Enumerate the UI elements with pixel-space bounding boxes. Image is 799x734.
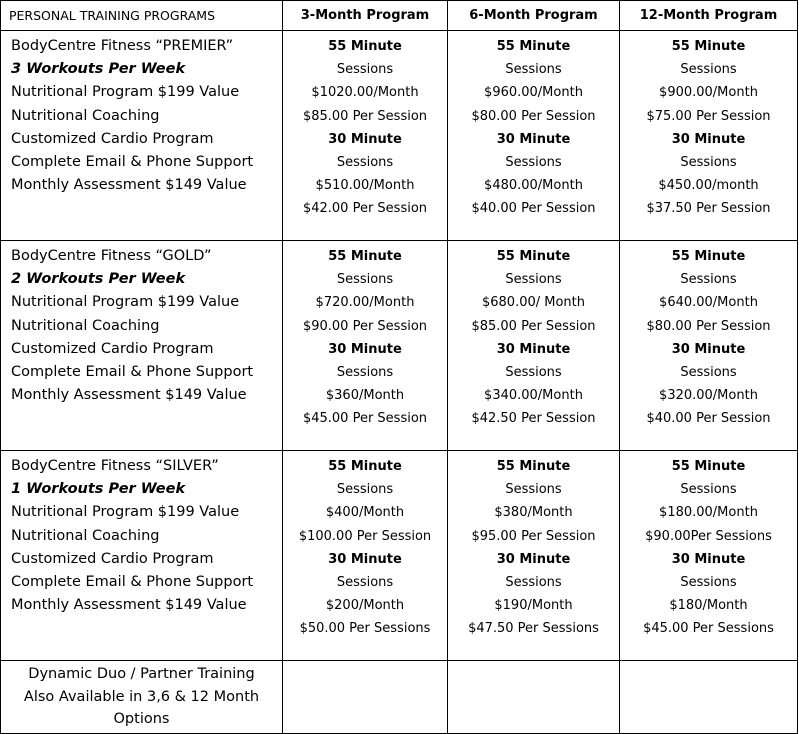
plan-feature: Complete Email & Phone Support [11, 364, 254, 381]
per-session-price: $80.00 Per Session [471, 108, 596, 124]
session-label: Sessions [505, 365, 562, 381]
session-length: 30 Minute [671, 341, 746, 357]
empty-cell [283, 661, 448, 734]
monthly-price: $360/Month [325, 388, 405, 404]
monthly-price: $960.00/Month [484, 85, 583, 101]
table-title: PERSONAL TRAINING PROGRAMS [1, 1, 283, 31]
session-label: Sessions [336, 155, 394, 171]
session-length: 30 Minute [328, 551, 402, 567]
monthly-price: $340.00/Month [484, 388, 583, 404]
plan-feature: Complete Email & Phone Support [11, 154, 254, 171]
note-line: Dynamic Duo / Partner Training [28, 666, 255, 682]
per-session-price: $95.00 Per Session [471, 528, 596, 544]
session-label: Sessions [505, 62, 562, 78]
per-session-price: $42.50 Per Session [471, 411, 596, 427]
plan-feature: Monthly Assessment $149 Value [11, 597, 247, 614]
session-label: Sessions [505, 155, 562, 171]
session-label: Sessions [336, 62, 394, 78]
price-cell-12-month [620, 451, 798, 661]
session-label: Sessions [505, 482, 562, 498]
per-session-price: $75.00 Per Session [646, 108, 771, 124]
session-label: Sessions [336, 575, 394, 591]
per-session-price: $37.50 Per Session [646, 201, 771, 217]
program-header-6-month: 6-Month Program [448, 1, 620, 31]
monthly-price: $320.00/Month [659, 388, 758, 404]
plan-feature: Complete Email & Phone Support [11, 574, 254, 591]
session-length: 30 Minute [671, 131, 746, 147]
session-label: Sessions [680, 272, 737, 288]
price-cell-6-month [448, 31, 620, 241]
price-cell-12-month [620, 241, 798, 451]
per-session-price: $50.00 Per Sessions [299, 621, 431, 637]
session-length: 55 Minute [328, 459, 402, 474]
session-length: 55 Minute [496, 39, 571, 54]
per-session-price: $90.00Per Sessions [645, 528, 772, 544]
plan-workouts: 1 Workouts Per Week [11, 481, 186, 498]
monthly-price: $190/Month [494, 598, 573, 614]
empty-cell [448, 661, 620, 734]
price-cell-12-month [620, 31, 798, 241]
plan-workouts: 3 Workouts Per Week [11, 61, 186, 78]
program-header-3-month: 3-Month Program [283, 1, 448, 31]
session-label: Sessions [336, 482, 394, 498]
session-length: 30 Minute [496, 551, 571, 567]
note-line: Options [113, 711, 170, 727]
session-label: Sessions [680, 62, 737, 78]
per-session-price: $90.00 Per Session [302, 318, 428, 334]
per-session-price: $45.00 Per Sessions [643, 621, 774, 637]
monthly-price: $510.00/Month [315, 178, 415, 194]
session-length: 30 Minute [328, 131, 402, 147]
session-label: Sessions [336, 272, 394, 288]
price-cell-6-month [448, 451, 620, 661]
plan-feature: Customized Cardio Program [11, 340, 214, 357]
session-length: 30 Minute [496, 341, 571, 357]
session-length: 55 Minute [496, 249, 571, 264]
plan-feature: Nutritional Coaching [11, 527, 160, 544]
plan-feature: Monthly Assessment $149 Value [11, 177, 247, 194]
note-line: Also Available in 3,6 & 12 Month [23, 688, 260, 705]
session-label: Sessions [336, 365, 394, 381]
monthly-price: $640.00/Month [659, 295, 758, 311]
plan-description [1, 451, 283, 661]
session-label: Sessions [680, 365, 737, 381]
price-cell-3-month [283, 451, 448, 661]
plan-feature: Customized Cardio Program [11, 130, 214, 147]
session-length: 55 Minute [671, 249, 746, 264]
monthly-price: $900.00/Month [659, 85, 758, 101]
session-label: Sessions [680, 155, 737, 171]
session-length: 55 Minute [496, 459, 571, 474]
plan-description [1, 31, 283, 241]
plan-name: BodyCentre Fitness “PREMIER” [11, 38, 234, 54]
monthly-price: $680.00/ Month [481, 295, 586, 311]
session-length: 30 Minute [671, 551, 746, 567]
session-length: 55 Minute [671, 459, 746, 474]
per-session-price: $80.00 Per Session [646, 318, 771, 334]
plan-row-gold [1, 241, 798, 451]
plan-feature: Nutritional Coaching [11, 317, 160, 334]
price-cell-3-month [283, 31, 448, 241]
per-session-price: $40.00 Per Session [646, 411, 771, 427]
per-session-price: $100.00 Per Session [298, 528, 432, 544]
session-length: 30 Minute [496, 131, 571, 147]
session-label: Sessions [680, 482, 737, 498]
plan-description [1, 241, 283, 451]
monthly-price: $180/Month [669, 598, 748, 614]
monthly-price: $200/Month [325, 598, 405, 614]
plan-row-premier [1, 31, 798, 241]
per-session-price: $40.00 Per Session [471, 201, 596, 217]
price-cell-6-month [448, 241, 620, 451]
price-cell-3-month [283, 241, 448, 451]
session-label: Sessions [505, 575, 562, 591]
plan-feature: Nutritional Coaching [11, 107, 160, 124]
plan-name: BodyCentre Fitness “GOLD” [11, 248, 212, 264]
monthly-price: $480.00/Month [484, 178, 583, 194]
partner-training-row [1, 661, 798, 734]
monthly-price: $720.00/Month [315, 295, 415, 311]
monthly-price: $400/Month [325, 505, 405, 521]
per-session-price: $85.00 Per Session [471, 318, 596, 334]
monthly-price: $450.00/month [658, 178, 759, 194]
monthly-price: $380/Month [494, 505, 573, 521]
per-session-price: $85.00 Per Session [302, 108, 428, 124]
session-length: 55 Minute [328, 39, 402, 54]
per-session-price: $47.50 Per Sessions [468, 621, 599, 637]
per-session-price: $45.00 Per Session [302, 411, 428, 427]
session-length: 55 Minute [328, 249, 402, 264]
plan-row-silver [1, 451, 798, 661]
plan-feature: Nutritional Program $199 Value [11, 294, 240, 311]
plan-feature: Nutritional Program $199 Value [11, 84, 240, 101]
session-length: 55 Minute [671, 39, 746, 54]
partner-training-note [1, 661, 283, 734]
plan-feature: Customized Cardio Program [11, 550, 214, 567]
session-label: Sessions [680, 575, 737, 591]
header-row [1, 1, 798, 31]
empty-cell [620, 661, 798, 734]
plan-name: BodyCentre Fitness “SILVER” [11, 458, 219, 474]
per-session-price: $42.00 Per Session [302, 201, 428, 217]
plan-feature: Nutritional Program $199 Value [11, 504, 240, 521]
plan-feature: Monthly Assessment $149 Value [11, 387, 247, 404]
session-length: 30 Minute [328, 341, 402, 357]
session-label: Sessions [505, 272, 562, 288]
program-header-12-month: 12-Month Program [620, 1, 798, 31]
plan-workouts: 2 Workouts Per Week [11, 271, 186, 288]
monthly-price: $180.00/Month [659, 505, 758, 521]
monthly-price: $1020.00/Month [311, 85, 419, 101]
